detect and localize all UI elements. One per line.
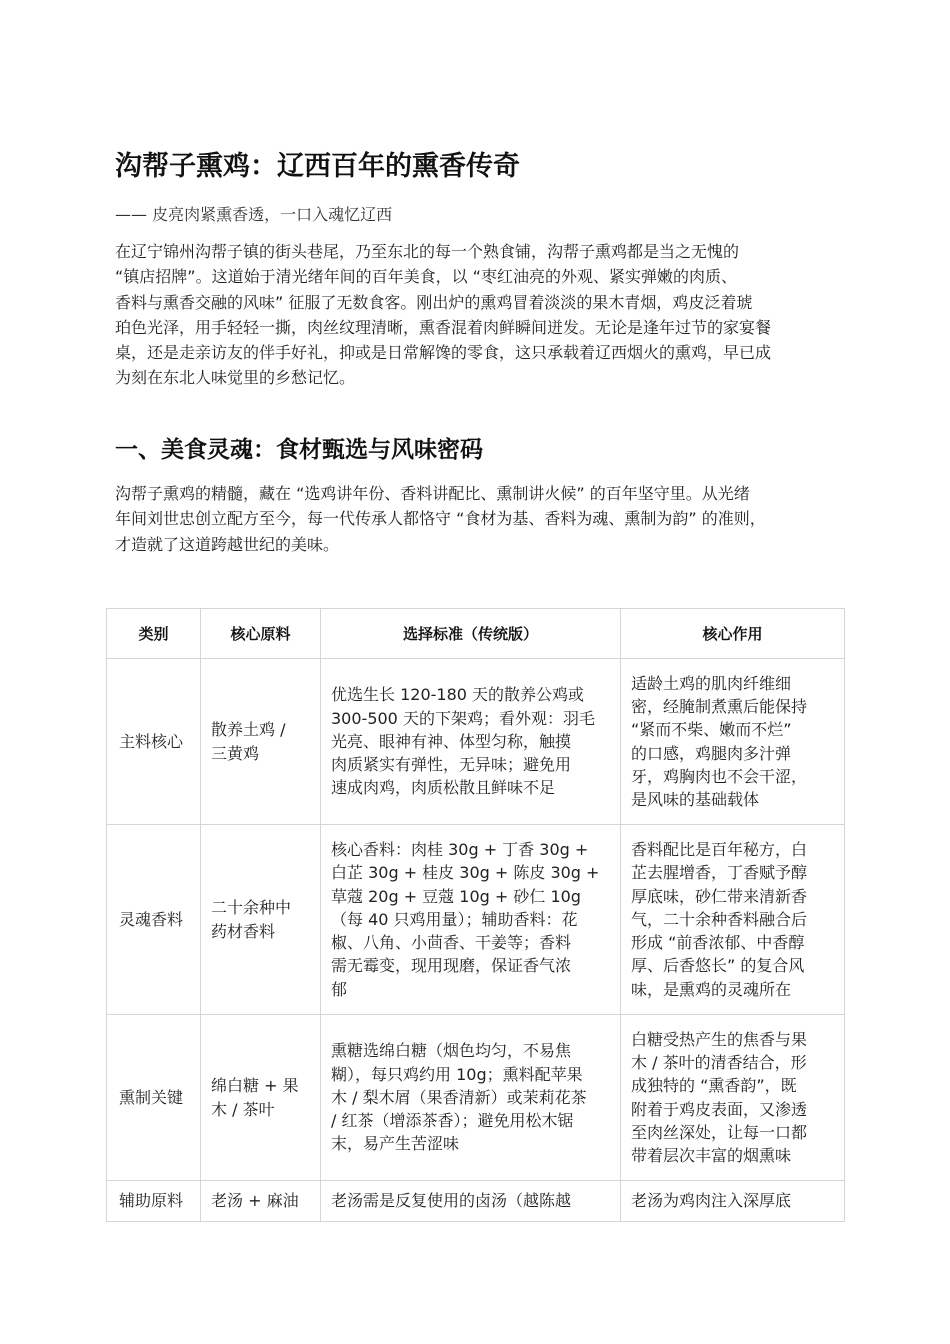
cell-line: 散养土鸡 / <box>211 720 286 740</box>
cell-category: 熏制关键 <box>107 1015 201 1181</box>
cell-line: 末，易产生苦涩味 <box>331 1134 460 1154</box>
table-row <box>107 1015 845 1181</box>
intro-line: 香料与熏香交融的风味” 征服了无数食客。刚出炉的熏鸡冒着淡淡的果木青烟，鸡皮泛着琥 <box>115 292 753 312</box>
cell-material <box>201 659 321 825</box>
intro-line: 珀色光泽，用手轻轻一撕，肉丝纹理清晰，熏香混着肉鲜瞬间迸发。无论是逢年过节的家宴餐 <box>115 317 772 337</box>
cell-line: / 红茶（增添茶香）；避免用松木锯 <box>331 1111 574 1131</box>
cell-line: 牙，鸡胸肉也不会干涩， <box>631 766 808 786</box>
cell-line: 熏糖选绵白糖（烟色均匀，不易焦 <box>331 1041 572 1061</box>
cell-line: 白芷 30g + 桂皮 30g + 陈皮 30g + <box>331 863 600 883</box>
cell-line: 糊），每只鸡约用 10g；熏料配苹果 <box>331 1064 583 1084</box>
cell-line: 二十余种中 <box>211 898 292 918</box>
cell-line: 密，经腌制煮熏后能保持 <box>631 696 808 716</box>
cell-line: 优选生长 120-180 天的散养公鸡或 <box>331 685 585 705</box>
cell-line: 是风味的基础载体 <box>631 790 760 810</box>
section-line: 沟帮子熏鸡的精髓，藏在 “选鸡讲年份、香料讲配比、熏制讲火候” 的百年坚守里。从光绪 <box>115 484 750 503</box>
cell-line: 椒、八角、小茴香、干姜等；香料 <box>331 933 572 953</box>
cell-line: “紧而不柴、嫩而不烂” <box>631 720 792 740</box>
cell-line: 肉质紧实有弹性，无异味；避免用 <box>331 755 572 775</box>
cell-category: 灵魂香料 <box>107 825 201 1015</box>
cell-standard <box>321 1181 621 1222</box>
cell-line: 气，二十余种香料融合后 <box>631 909 808 929</box>
cell-line: 厚、后香悠长” 的复合风 <box>631 956 805 976</box>
header-standard: 选择标准（传统版） <box>321 609 621 659</box>
cell-standard <box>321 1015 621 1181</box>
intro-line: 为刻在东北人味觉里的乡愁记忆。 <box>115 368 356 388</box>
page-title: 沟帮子熏鸡：辽西百年的熏香传奇 <box>115 151 520 182</box>
cell-line: 附着于鸡皮表面，又渗透 <box>631 1099 808 1119</box>
cell-effect <box>621 1181 845 1222</box>
section-line: 才造就了这道跨越世纪的美味。 <box>115 534 340 554</box>
cell-material <box>201 825 321 1015</box>
intro-line: 桌，还是走亲访友的伴手好礼，抑或是日常解馋的零食，这只承载着辽西烟火的熏鸡，早已成 <box>115 343 772 363</box>
page-subtitle: —— 皮亮肉紧熏香透，一口入魂忆辽西 <box>115 205 393 224</box>
section-line: 年间刘世忠创立配方至今，每一代传承人都恪守 “食材为基、香料为魂、熏制为韵” 的准则， <box>115 509 766 529</box>
cell-line: 厚底味，砂仁带来清新香 <box>631 886 808 906</box>
cell-effect <box>621 825 845 1015</box>
ingredients-table <box>106 608 845 1222</box>
cell-line: 带着层次丰富的烟熏味 <box>631 1146 792 1166</box>
cell-line: 三黄鸡 <box>211 743 260 763</box>
cell-effect <box>621 659 845 825</box>
table-header-row <box>107 609 845 659</box>
cell-line: 香料配比是百年秘方，白 <box>631 839 808 859</box>
intro-paragraph <box>115 239 840 391</box>
cell-line: 至肉丝深处，让每一口都 <box>631 1122 808 1142</box>
cell-line: 草蔻 20g + 豆蔻 10g + 砂仁 10g <box>331 886 581 906</box>
section-paragraph <box>115 481 840 557</box>
cell-line: 芷去腥增香，丁香赋予醇 <box>631 863 808 883</box>
page-bottom-margin <box>0 1222 950 1344</box>
cell-line: 成独特的 “熏香韵”，既 <box>631 1076 797 1096</box>
cell-category: 辅助原料 <box>107 1181 201 1222</box>
table-row <box>107 659 845 825</box>
cell-line: 核心香料：肉桂 30g + 丁香 30g + <box>331 839 589 859</box>
cell-line: 郁 <box>331 979 348 999</box>
cell-line: 木 / 梨木屑（果香清新）或茉莉花茶 <box>331 1087 587 1107</box>
cell-line: 老汤为鸡肉注入深厚底 <box>631 1191 792 1211</box>
cell-line: 适龄土鸡的肌肉纤维细 <box>631 673 792 693</box>
cell-line: 白糖受热产生的焦香与果 <box>631 1029 808 1049</box>
section-heading: 一、美食灵魂：食材甄选与风味密码 <box>115 437 483 463</box>
cell-line: 需无霉变，现用现磨，保证香气浓 <box>331 956 572 976</box>
intro-line: 在辽宁锦州沟帮子镇的街头巷尾，乃至东北的每一个熟食铺，沟帮子熏鸡都是当之无愧的 <box>115 242 740 261</box>
cell-line: 绵白糖 + 果 <box>211 1076 299 1096</box>
cell-line: 300-500 天的下架鸡；看外观：羽毛 <box>331 708 595 728</box>
cell-line: 光亮、眼神有神、体型匀称，触摸 <box>331 731 572 751</box>
header-category: 类别 <box>107 609 201 659</box>
cell-line: 速成肉鸡，肉质松散且鲜味不足 <box>331 778 556 798</box>
cell-effect <box>621 1015 845 1181</box>
cell-line: 老汤需是反复使用的卤汤（越陈越 <box>331 1191 572 1211</box>
cell-line: 味，是熏鸡的灵魂所在 <box>631 979 792 999</box>
cell-line: 的口感，鸡腿肉多汁弹 <box>631 743 792 763</box>
cell-category: 主料核心 <box>107 659 201 825</box>
header-material: 核心原料 <box>201 609 321 659</box>
cell-line: 形成 “前香浓郁、中香醇 <box>631 933 805 953</box>
cell-line: 木 / 茶叶 <box>211 1099 275 1119</box>
cell-material <box>201 1015 321 1181</box>
table-row <box>107 1181 845 1222</box>
cell-line: （每 40 只鸡用量）；辅助香料：花 <box>331 909 578 929</box>
cell-standard <box>321 825 621 1015</box>
cell-standard <box>321 659 621 825</box>
table-row <box>107 825 845 1015</box>
cell-line: 木 / 茶叶的清香结合，形 <box>631 1052 807 1072</box>
cell-line: 药材香料 <box>211 921 276 941</box>
header-effect: 核心作用 <box>621 609 845 659</box>
intro-line: “镇店招牌”。这道始于清光绪年间的百年美食，以 “枣红油亮的外观、紧实弹嫩的肉质、 <box>115 267 737 287</box>
cell-line: 老汤 + 麻油 <box>211 1191 299 1211</box>
cell-material <box>201 1181 321 1222</box>
